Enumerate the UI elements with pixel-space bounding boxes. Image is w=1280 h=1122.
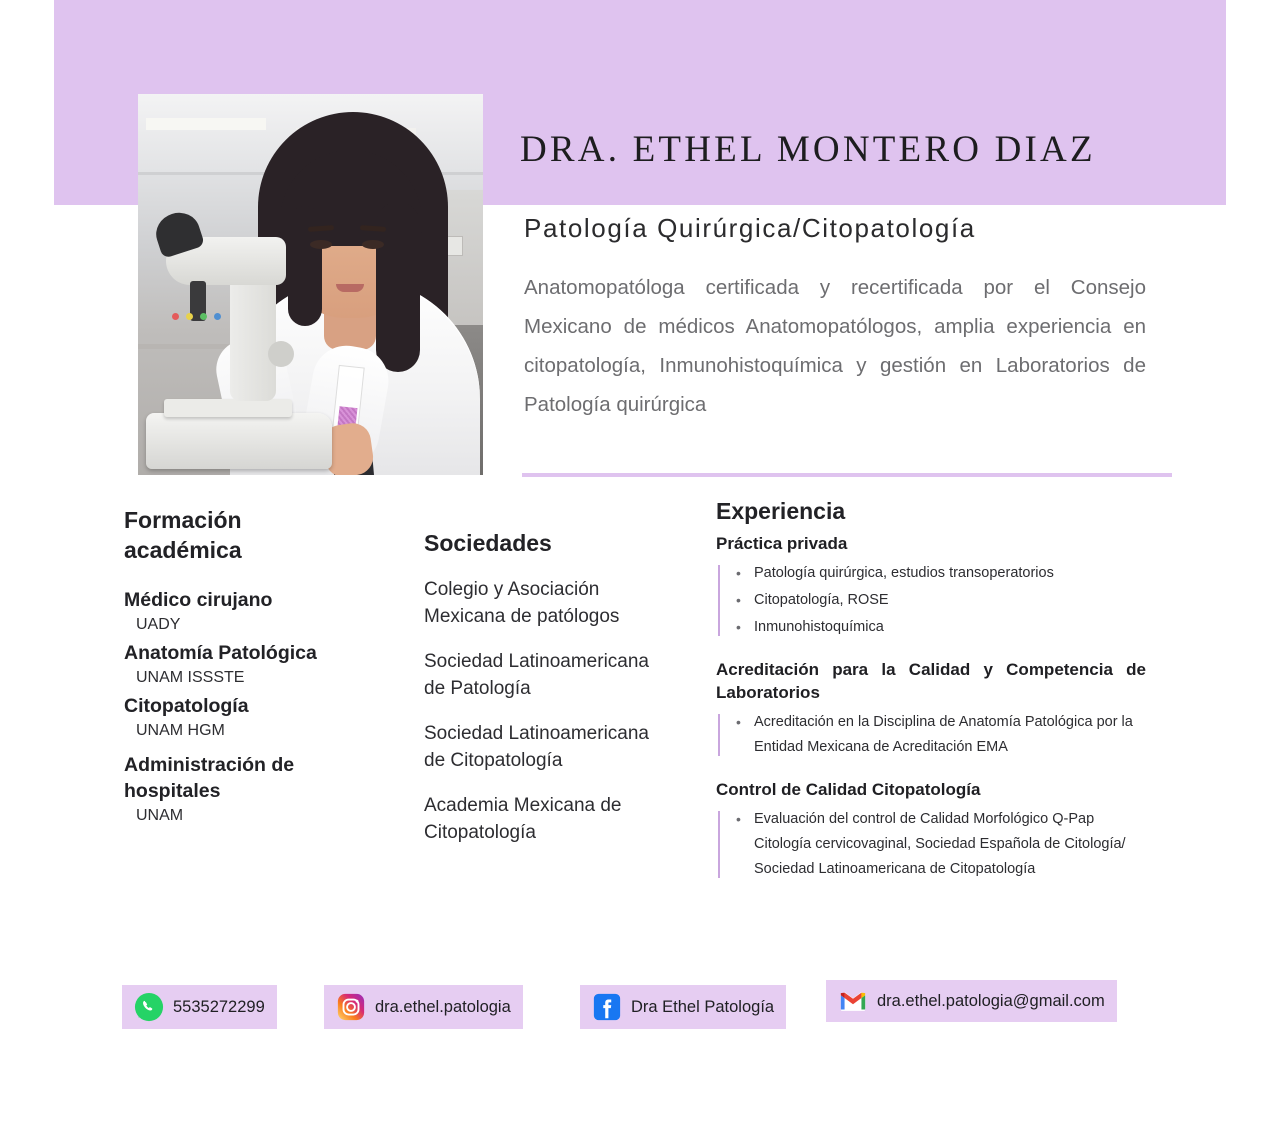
experience-list [716, 710, 1146, 760]
experience-section [716, 496, 1146, 882]
profile-description: Anatomopatóloga certificada y recertificada por el Consejo Mexicano de médicos Anatomopatólogos, amplia experiencia en citopatología, Inmunohistoquímica y gestión en Laboratorios de Patología quirúrgica [524, 276, 1146, 416]
list-item: • Patología quirúrgica, estudios transoperatorios [716, 561, 1146, 586]
list-item: • Inmunohistoquímica [716, 615, 1146, 640]
education-title [124, 505, 394, 565]
education-item [124, 752, 394, 825]
instagram-handle: dra.ethel.patologia [375, 997, 511, 1016]
experience-title: Experiencia [716, 498, 846, 524]
list-item: • Citopatología, ROSE [716, 588, 1146, 613]
school-label: UNAM ISSSTE [136, 669, 245, 686]
gmail-icon [838, 986, 868, 1016]
specialty-subtitle: Patología Quirúrgica/Citopatología [524, 213, 976, 243]
experience-list-wrapper [716, 710, 1146, 760]
experience-list [716, 561, 1146, 640]
eye-left [310, 240, 332, 249]
contact-facebook[interactable] [580, 985, 786, 1029]
school-label: UNAM [136, 807, 184, 824]
page-title: DRA. ETHEL MONTERO DIAZ [520, 129, 1096, 170]
divider [522, 473, 1172, 477]
experience-list-wrapper [716, 561, 1146, 640]
contact-instagram[interactable] [324, 985, 523, 1029]
experience-list [716, 807, 1146, 882]
microscope-stage [164, 399, 292, 417]
education-section [124, 505, 394, 825]
experience-heading: Práctica privada [716, 534, 848, 553]
education-item [124, 693, 394, 740]
instagram-icon [336, 992, 366, 1022]
whatsapp-number: 5535272299 [173, 997, 265, 1016]
degree-label: Anatomía Patológica [124, 642, 317, 664]
degree-label: Administración de hospitales [124, 754, 295, 802]
experience-block-accreditation [716, 658, 1146, 760]
contact-email[interactable] [826, 980, 1117, 1022]
degree-label: Citopatología [124, 695, 249, 717]
society-item: Colegio y Asociación Mexicana de patólogos [424, 579, 620, 627]
photo-background [138, 94, 483, 475]
school-label: UNAM HGM [136, 722, 225, 739]
education-item [124, 587, 394, 634]
experience-heading: Control de Calidad Citopatología [716, 780, 981, 799]
society-item: Academia Mexicana de Citopatología [424, 795, 622, 843]
education-title-line1: Formación [124, 507, 242, 533]
societies-section [424, 528, 674, 846]
email-address: dra.ethel.patologia@gmail.com [877, 991, 1105, 1010]
whatsapp-icon [134, 992, 164, 1022]
contact-whatsapp[interactable] [122, 985, 277, 1029]
eye-right [362, 240, 384, 249]
microscope-labels [172, 313, 242, 323]
society-item: Sociedad Latinoamericana de Patología [424, 651, 649, 699]
experience-block-private [716, 532, 1146, 640]
school-label: UADY [136, 616, 181, 633]
experience-block-quality [716, 778, 1146, 882]
society-item: Sociedad Latinoamericana de Citopatología [424, 723, 649, 771]
mouth [336, 284, 364, 292]
list-item: • Acreditación en la Disciplina de Anatomía Patológica por la Entidad Mexicana de Acreditación EMA [716, 710, 1146, 760]
portrait-photo [138, 94, 483, 475]
education-title-line2: académica [124, 537, 242, 563]
list-item: • Evaluación del control de Calidad Morfológico Q-Pap Citología cervicovaginal, Sociedad Española de Citología/ Sociedad Latinoamericana de Citopatología [716, 807, 1146, 882]
facebook-page: Dra Ethel Patología [631, 997, 775, 1016]
degree-label: Médico cirujano [124, 589, 273, 611]
education-item [124, 640, 394, 687]
experience-heading: Acreditación para la Calidad y Competencia de Laboratorios [716, 660, 1146, 702]
experience-list-wrapper [716, 807, 1146, 882]
microscope-base [146, 413, 332, 469]
microscope-knob [268, 341, 294, 367]
facebook-icon [592, 992, 622, 1022]
societies-title: Sociedades [424, 530, 552, 556]
